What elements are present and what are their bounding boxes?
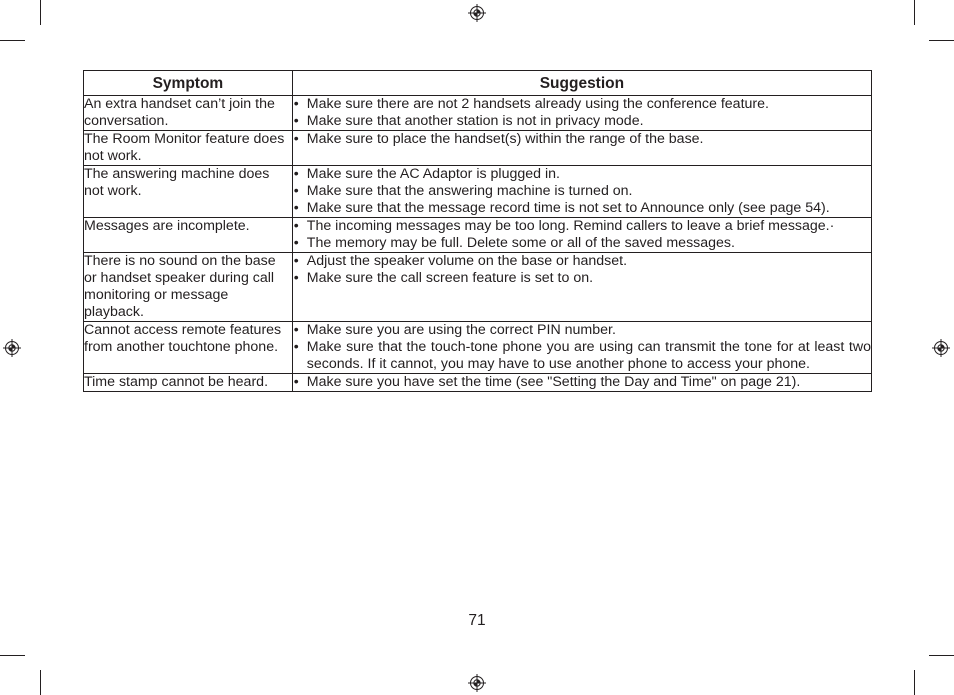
table-row xyxy=(84,374,872,392)
suggestion-cell xyxy=(292,96,871,131)
suggestion-cell xyxy=(292,218,871,253)
suggestion-item: • Make sure that the touch-tone phone you are using can transmit the tone for at least two seconds. If it cannot, you may have to use another phone to access your phone. xyxy=(293,339,871,373)
suggestion-list xyxy=(293,374,871,391)
crop-mark-bottom-right-horizontal xyxy=(929,655,954,656)
table-header-row xyxy=(84,71,872,96)
suggestion-list xyxy=(293,166,871,217)
crop-mark-top-left-horizontal xyxy=(0,40,25,41)
suggestion-item: • Make sure to place the handset(s) within the range of the base. xyxy=(293,131,871,148)
suggestion-item: • Make sure that another station is not in privacy mode. xyxy=(293,113,871,130)
table-row xyxy=(84,131,872,166)
suggestion-item: • The memory may be full. Delete some or all of the saved messages. xyxy=(293,235,871,252)
symptom-cell: Messages are incomplete. xyxy=(84,218,293,253)
suggestion-item: • Make sure that the answering machine is turned on. xyxy=(293,183,871,200)
symptom-cell: The Room Monitor feature does not work. xyxy=(84,131,293,166)
table-row xyxy=(84,218,872,253)
suggestion-item: • Make sure the call screen feature is set to on. xyxy=(293,270,871,287)
table-row xyxy=(84,96,872,131)
registration-target-icon xyxy=(3,339,21,357)
suggestion-item: • The incoming messages may be too long. Remind callers to leave a brief message.· xyxy=(293,218,871,235)
crop-mark-top-right-horizontal xyxy=(929,40,954,41)
registration-target-icon xyxy=(468,4,486,22)
symptom-cell: There is no sound on the base or handset speaker during call monitoring or message playback. xyxy=(84,253,293,322)
table-row xyxy=(84,253,872,322)
suggestion-item: • Make sure you are using the correct PIN number. xyxy=(293,322,871,339)
page-number: 71 xyxy=(468,612,486,629)
symptom-column-header: Symptom xyxy=(84,71,293,96)
suggestion-list xyxy=(293,96,871,130)
crop-mark-bottom-left-horizontal xyxy=(0,655,25,656)
suggestion-item: • Make sure there are not 2 handsets already using the conference feature. xyxy=(293,96,871,113)
suggestion-cell xyxy=(292,131,871,166)
suggestion-item: • Make sure the AC Adaptor is plugged in. xyxy=(293,166,871,183)
suggestion-cell xyxy=(292,374,871,392)
crop-mark-top-right-vertical xyxy=(914,0,915,25)
suggestion-cell xyxy=(292,253,871,322)
suggestion-item: • Make sure you have set the time (see "Setting the Day and Time" on page 21). xyxy=(293,374,871,391)
registration-target-icon xyxy=(932,339,950,357)
suggestion-item: • Make sure that the message record time is not set to Announce only (see page 54). xyxy=(293,200,871,217)
suggestion-list xyxy=(293,322,871,373)
suggestion-cell xyxy=(292,166,871,218)
registration-target-icon xyxy=(468,674,486,692)
symptom-cell: The answering machine does not work. xyxy=(84,166,293,218)
table-row xyxy=(84,322,872,374)
crop-mark-top-left-vertical xyxy=(40,0,41,25)
suggestion-list xyxy=(293,218,871,252)
crop-mark-bottom-left-vertical xyxy=(40,670,41,695)
suggestion-list xyxy=(293,253,871,287)
symptom-cell: Cannot access remote features from another touchtone phone. xyxy=(84,322,293,374)
suggestion-item: • Adjust the speaker volume on the base or handset. xyxy=(293,253,871,270)
suggestion-list xyxy=(293,131,871,148)
crop-mark-bottom-right-vertical xyxy=(914,670,915,695)
symptom-cell: An extra handset can’t join the conversation. xyxy=(84,96,293,131)
table-row xyxy=(84,166,872,218)
symptom-cell: Time stamp cannot be heard. xyxy=(84,374,293,392)
troubleshooting-table xyxy=(83,70,872,392)
suggestion-cell xyxy=(292,322,871,374)
suggestion-column-header: Suggestion xyxy=(292,71,871,96)
